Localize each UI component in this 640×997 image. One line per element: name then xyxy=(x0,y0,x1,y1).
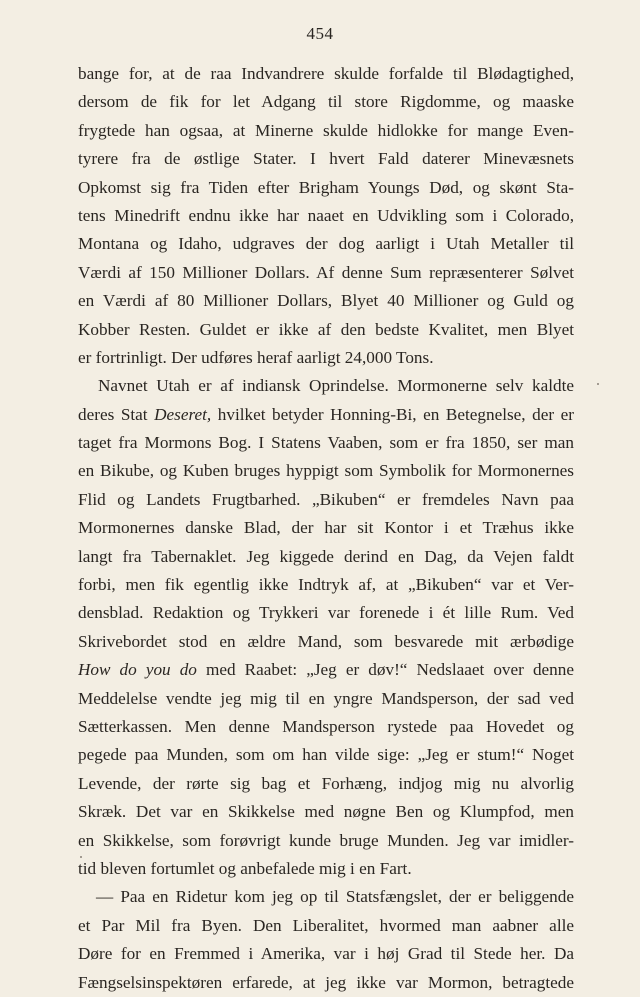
text-line-20: densblad. Redaktion og Trykkeri var forenede i ét lille Rum. Ved xyxy=(78,603,574,623)
text-line-15: en Bikube, og Kuben bruges hyppigt som Symbolik for Mormonernes xyxy=(78,461,574,481)
text-line-23: Meddelelse vendte jeg mig til en yngre Mandsperson, der sad ved xyxy=(78,688,574,708)
text-line-14: taget fra Mormons Bog. I Statens Vaaben, som er fra 1850, ser man xyxy=(78,433,574,453)
paper-speck xyxy=(80,856,82,858)
text-line-22-b: med Raabet: „Jeg er døv!“ Nedslaaet over denne xyxy=(196,660,574,680)
text-line-13 xyxy=(78,401,574,429)
text-line-33: Fængselsinspektøren erfarede, at jeg ikke var Mormon, betragtede xyxy=(78,972,574,992)
page-number: 454 xyxy=(306,24,334,43)
text-line-3: frygtede han ogsaa, at Minerne skulde hidlokke for mange Even- xyxy=(78,120,574,140)
text-line-13-a: deres Stat xyxy=(78,404,155,424)
text-line-18: langt fra Tabernaklet. Jeg kiggede derind en Dag, da Vejen faldt xyxy=(78,546,574,566)
paper-speck xyxy=(597,383,599,385)
text-line-13-italic: Deseret, xyxy=(154,404,212,424)
text-line-5: Opkomst sig fra Tiden efter Brigham Youngs Død, og skønt Sta- xyxy=(78,177,574,197)
text-line-11: er fortrinligt. Der udføres heraf aarligt 24,000 Tons. xyxy=(78,347,434,367)
text-line-22-italic: How do you do xyxy=(78,660,197,680)
text-line-7: Montana og Idaho, udgraves der dog aarligt i Utah Metaller til xyxy=(78,234,574,254)
text-line-30: — Paa en Ridetur kom jeg op til Statsfængslet, der er beliggende xyxy=(96,887,574,907)
text-line-27: Skræk. Det var en Skikkelse med nøgne Ben og Klumpfod, men xyxy=(78,802,574,822)
text-line-10: Kobber Resten. Guldet er ikke af den bedste Kvalitet, men Blyet xyxy=(78,319,574,339)
text-line-12: Navnet Utah er af indiansk Oprindelse. Mormonerne selv kaldte xyxy=(98,376,574,396)
text-line-31: et Par Mil fra Byen. Den Liberalitet, hvormed man aabner alle xyxy=(78,915,574,935)
text-line-17: Mormonernes danske Blad, der har sit Kontor i et Træhus ikke xyxy=(78,518,574,538)
text-line-24: Sætterkassen. Men denne Mandsperson rystede paa Hovedet og xyxy=(78,716,574,736)
text-line-22 xyxy=(78,656,574,684)
text-line-19: forbi, men fik egentlig ikke Indtryk af, at „Bikuben“ var et Ver- xyxy=(78,575,574,595)
text-line-1: bange for, at de raa Indvandrere skulde forfalde til Blødagtighed, xyxy=(78,64,574,83)
text-line-8: Værdi af 150 Millioner Dollars. Af denne Sum repræsenterer Sølvet xyxy=(78,262,574,282)
text-line-32: Døre for en Fremmed i Amerika, var i høj Grad til Stede her. Da xyxy=(78,944,574,964)
text-line-25: pegede paa Munden, som om han vilde sige: „Jeg er stum!“ Noget xyxy=(78,745,574,765)
text-line-13-b: hvilket betyder Honning-Bi, en Betegnelse, der er xyxy=(211,404,574,424)
text-line-9: en Værdi af 80 Millioner Dollars, Blyet 40 Millioner og Guld og xyxy=(78,291,574,311)
text-line-4: tyrere fra de østlige Stater. I hvert Fald daterer Minevæsnets xyxy=(78,149,574,169)
text-line-21: Skrivebordet stod en ældre Mand, som besvarede mit ærbødige xyxy=(78,631,574,651)
text-line-28: en Skikkelse, som forøvrigt kunde bruge Munden. Jeg var imidler- xyxy=(78,830,574,850)
text-line-29: tid bleven fortumlet og anbefalede mig i en Fart. xyxy=(78,858,412,878)
body-text xyxy=(78,60,574,997)
text-line-26: Levende, der rørte sig bag et Forhæng, indjog mig nu alvorlig xyxy=(78,773,574,793)
text-line-6: tens Minedrift endnu ikke har naaet en Udvikling som i Colorado, xyxy=(78,205,574,225)
text-line-2: dersom de fik for let Adgang til store Rigdomme, og maaske xyxy=(78,92,574,112)
text-line-16: Flid og Landets Frugtbarhed. „Bikuben“ er fremdeles Navn paa xyxy=(78,489,574,509)
